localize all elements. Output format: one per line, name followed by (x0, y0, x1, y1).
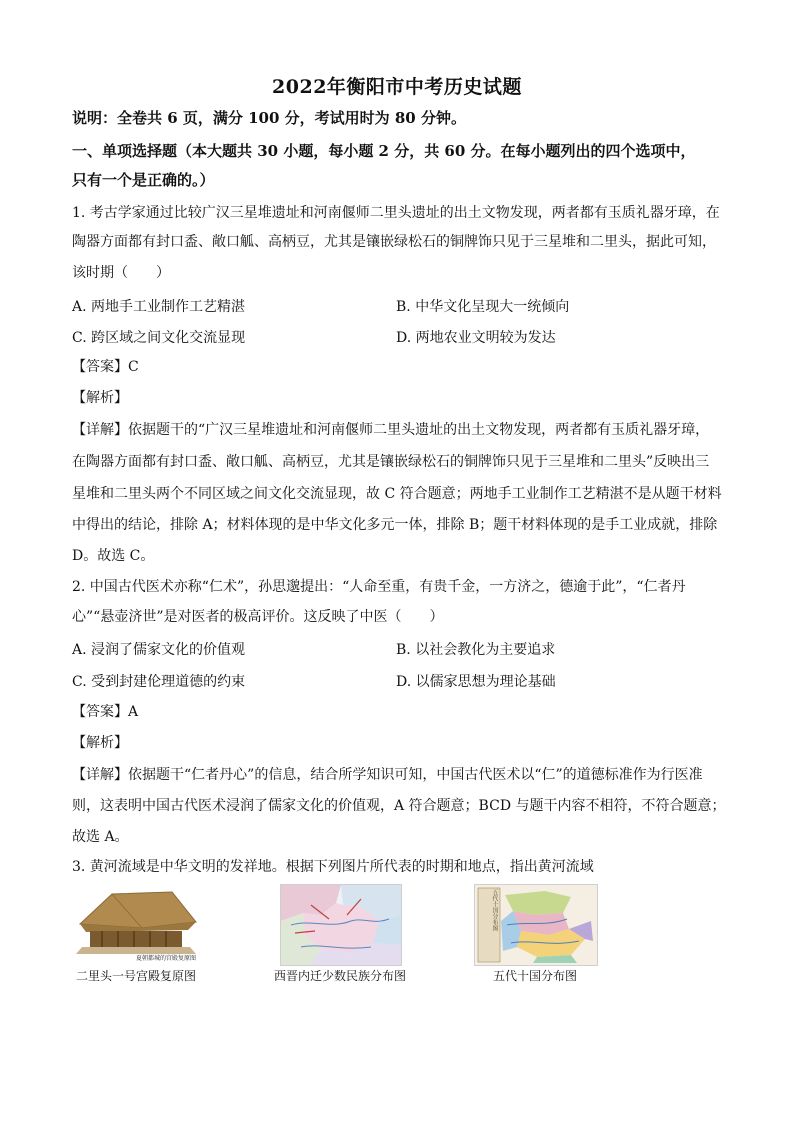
q2-stem-line-2: 心”“悬壶济世”是对医者的极高评价。这反映了中医（ ） (72, 609, 444, 625)
q1-detail-line-5: D。故选 C。 (72, 548, 155, 564)
q1-stem-line-2: 陶器方面都有封口盉、敞口觚、高柄豆，尤其是镶嵌绿松石的铜牌饰只见于三星堆和二里头，据此可知， (72, 234, 716, 250)
western-jin-map-illustration (281, 885, 401, 965)
q2-detail-line-3: 故选 A。 (72, 829, 129, 845)
q2-option-a: A. 浸润了儒家文化的价值观 (72, 642, 246, 658)
exam-instructions: 说明：全卷共 6 页，满分 100 分，考试用时为 80 分钟。 (72, 109, 466, 127)
q1-analysis-label: 【解析】 (72, 390, 128, 406)
figure-palace-caption: 二里头一号宫殿复原图 (75, 969, 196, 983)
q1-stem-line-3: 该时期（ ） (72, 265, 170, 281)
q3-stem-line-1: 3. 黄河流域是中华文明的发祥地。根据下列图片所代表的时期和地点，指出黄河流域 (72, 859, 594, 875)
q1-detail-line-3: 星堆和二里头两个不同区域之间文化交流显现，故 C 符合题意；两地手工业制作工艺精湛不是从题干材料 (72, 486, 722, 502)
q2-stem-line-1: 2. 中国古代医术亦称“仁术”，孙思邈提出：“人命至重，有贵千金，一方济之，德逾于此”，“仁者丹 (72, 579, 686, 595)
q1-detail-line-1: 【详解】依据题干的“广汉三星堆遗址和河南偃师二里头遗址的出土文物发现，两者都有玉质礼器牙璋， (72, 422, 710, 438)
figure-five-dynasties-map (474, 884, 598, 966)
figure-western-jin-map-caption: 西晋内迁少数民族分布图 (273, 969, 406, 983)
q2-option-d: D. 以儒家思想为理论基础 (396, 674, 556, 690)
figure-western-jin-map (280, 884, 402, 966)
q2-option-b: B. 以社会教化为主要追求 (396, 642, 556, 658)
q1-detail-line-4: 中得出的结论，排除 A；材料体现的是中华文化多元一体，排除 B；题干材料体现的是手工业成就，排除 (72, 517, 718, 533)
q2-option-c: C. 受到封建伦理道德的约束 (72, 674, 246, 690)
figure-palace (72, 884, 200, 964)
figure-five-dynasties-map-caption: 五代十国分布图 (492, 969, 577, 983)
five-dynasties-inner-label: 五代十国分布图 (491, 889, 498, 931)
section-heading-line-1: 一、单项选择题（本大题共 30 小题，每小题 2 分，共 60 分。在每小题列出的四个选项中， (72, 142, 696, 160)
palace-inner-label: 夏朝都城的宫殿复原图 (136, 955, 197, 962)
section-heading-line-2: 只有一个是正确的。） (72, 171, 215, 189)
q1-answer: 【答案】C (72, 359, 139, 375)
q2-detail-line-1: 【详解】依据题干“仁者丹心”的信息，结合所学知识可知，中国古代医术以“仁”的道德标准作为行医准 (72, 767, 703, 783)
palace-illustration (72, 884, 200, 964)
q1-option-b: B. 中华文化呈现大一统倾向 (396, 299, 570, 315)
q1-option-a: A. 两地手工业制作工艺精湛 (72, 299, 246, 315)
q2-detail-line-2: 则，这表明中国古代医术浸润了儒家文化的价值观，A 符合题意；BCD 与题干内容不相符，不符合题意； (72, 798, 726, 814)
q1-option-d: D. 两地农业文明较为发达 (396, 330, 556, 346)
q2-analysis-label: 【解析】 (72, 735, 128, 751)
q2-answer: 【答案】A (72, 704, 139, 720)
q1-stem-line-1: 1. 考古学家通过比较广汉三星堆遗址和河南偃师二里头遗址的出土文物发现，两者都有玉质礼器牙璋，在 (72, 205, 720, 221)
q1-option-c: C. 跨区域之间文化交流显现 (72, 330, 246, 346)
q1-detail-line-2: 在陶器方面都有封口盉、敞口觚、高柄豆，尤其是镶嵌绿松石的铜牌饰只见于三星堆和二里头”反映出三 (72, 454, 710, 470)
exam-title: 2022年衡阳市中考历史试题 (272, 76, 522, 98)
